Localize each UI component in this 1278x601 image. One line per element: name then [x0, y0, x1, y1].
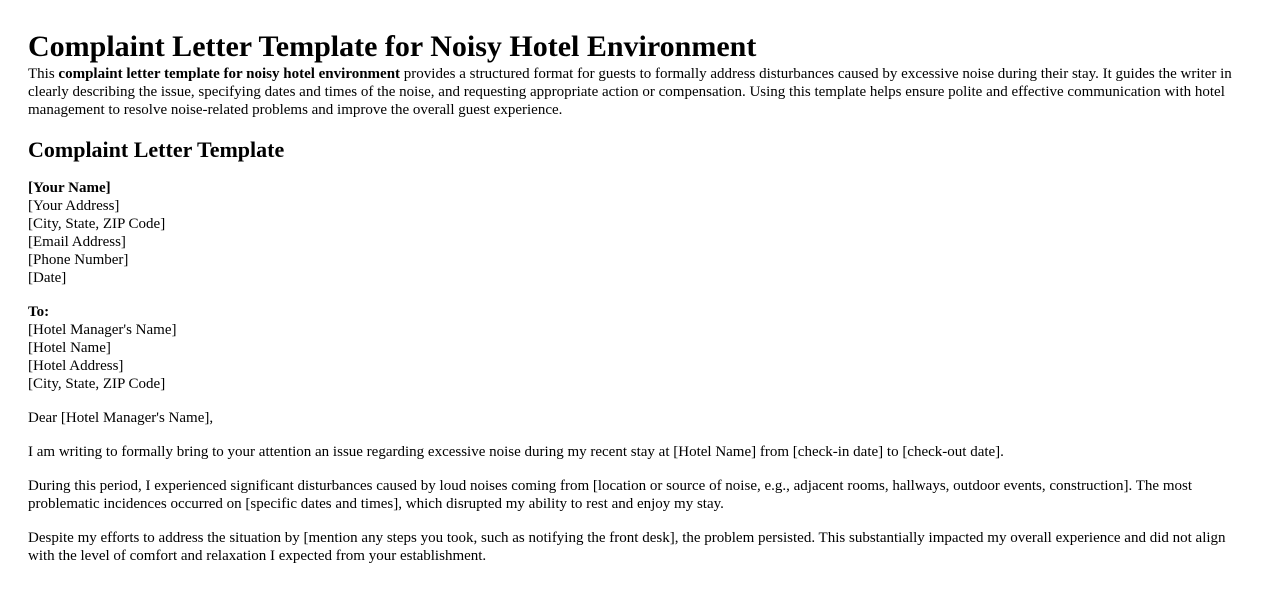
body-paragraph-2: During this period, I experienced significant disturbances caused by loud noises coming from [location or source of noise, e.g., adjacent rooms, hallways, outdoor events, construction]. The most problematic incidences occurred on [specific dates and times], which disrupted my ability to rest and enjoy my stay. [28, 478, 1193, 512]
recipient-block [28, 303, 1250, 393]
intro-bold-phrase: complaint letter template for noisy hotel environment [58, 66, 401, 82]
recipient-city-state-zip: [City, State, ZIP Code] [28, 376, 166, 392]
sender-email: [Email Address] [28, 234, 126, 250]
intro-paragraph [28, 65, 1250, 119]
recipient-manager-name: [Hotel Manager's Name] [28, 322, 177, 338]
sender-address: [Your Address] [28, 198, 120, 214]
sender-city-state-zip: [City, State, ZIP Code] [28, 216, 166, 232]
salutation: Dear [Hotel Manager's Name], [28, 410, 214, 426]
sender-name: [Your Name] [28, 180, 111, 196]
sender-block [28, 179, 1250, 287]
body-paragraph-3: Despite my efforts to address the situation by [mention any steps you took, such as notifying the front desk], the problem persisted. This substantially impacted my overall experience and did not align with the level of comfort and relaxation I expected from your establishment. [28, 530, 1226, 564]
section-heading: Complaint Letter Template [28, 137, 285, 162]
intro-suffix: provides a structured format for guests to formally address disturbances caused by excessive noise during their stay. It guides the writer in clearly describing the issue, specifying dates and times of the noise, and requesting appropriate action or compensation. Using this template helps ensure polite and effective communication with hotel management to resolve noise-related problems and improve the overall guest experience. [28, 66, 1232, 118]
recipient-hotel-name: [Hotel Name] [28, 340, 111, 356]
sender-phone: [Phone Number] [28, 252, 129, 268]
page-title: Complaint Letter Template for Noisy Hotel Environment [28, 30, 757, 63]
intro-prefix: This [28, 66, 59, 82]
recipient-hotel-address: [Hotel Address] [28, 358, 124, 374]
sender-date: [Date] [28, 270, 67, 286]
recipient-label: To: [28, 304, 50, 320]
body-paragraph-1: I am writing to formally bring to your attention an issue regarding excessive noise during my recent stay at [Hotel Name] from [check-in date] to [check-out date]. [28, 444, 1004, 460]
